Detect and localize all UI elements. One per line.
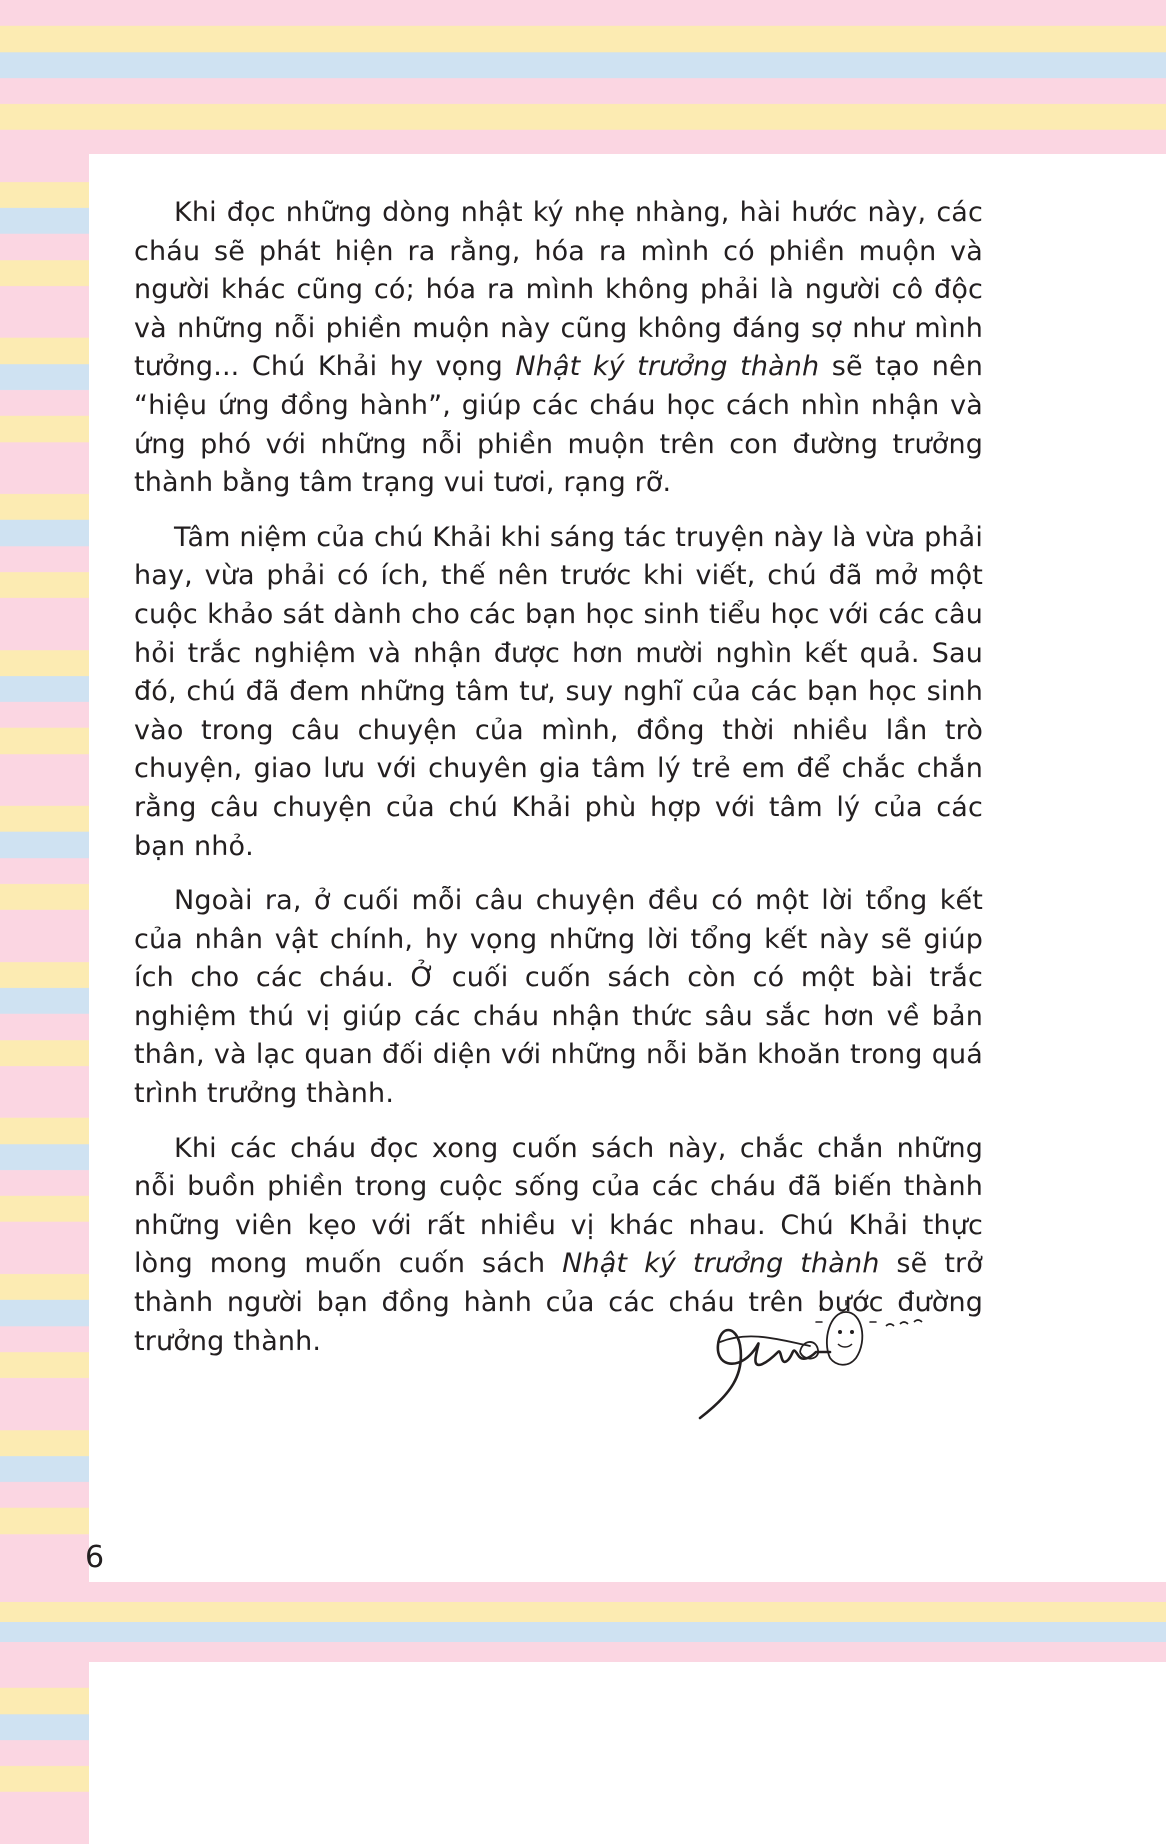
book-title: Nhật ký trưởng thành [515,351,820,383]
paragraph-4-text-b: sẽ trở thành người bạn đồng hành của các cháu trên bước đường trưởng thành. [134,1248,983,1357]
signature [690,1300,990,1430]
paragraph-2: Tâm niệm của chú Khải khi sáng tác truyện này là vừa phải hay, vừa phải có ích, thế nên trước khi viết, chú đã mở một cuộc khảo sát dành cho các bạn học sinh tiểu học với các câu hỏi trắc nghiệm và nhận được hơn mười nghìn kết quả. Sau đó, chú đã đem những tâm tư, suy nghĩ của các bạn học sinh vào trong câu chuyện của mình, đồng thời nhiều lần trò chuyện, giao lưu với chuyên gia tâm lý trẻ em để chắc chắn rằng câu chuyện của chú Khải phù hợp với tâm lý của các bạn nhỏ. [134,521,983,862]
body-text [134,194,983,1377]
paragraph-1-text-a: Khi đọc những dòng nhật ký nhẹ nhàng, hài hước này, các cháu sẽ phát hiện ra rằng, hóa ra mình có phiền muộn và người khác cũng có; hóa ra mình không phải là người cô độc và những nỗi phiền muộn này cũng không đáng sợ như mình tưởng... Chú Khải hy vọng [134,197,983,383]
paragraph-1-text-b: sẽ tạo nên “hiệu ứng đồng hành”, giúp các cháu học cách nhìn nhận và ứng phó với những nỗi phiền muộn trên con đường trưởng thành bằng tâm trạng vui tươi, rạng rỡ. [134,351,983,499]
paragraph-3: Ngoài ra, ở cuối mỗi câu chuyện đều có một lời tổng kết của nhân vật chính, hy vọng những lời tổng kết này sẽ giúp ích cho các cháu. Ở cuối cuốn sách còn có một bài trắc nghiệm thú vị giúp các cháu nhận thức sâu sắc hơn về bản thân, và lạc quan đối diện với những nỗi băn khoăn trong quá trình trưởng thành. [134,885,983,1110]
paragraph-4-text-a: Khi các cháu đọc xong cuốn sách này, chắc chắn những nỗi buồn phiền trong cuộc sống của các cháu đã biến thành những viên kẹo với rất nhiều vị khác nhau. Chú Khải thực lòng mong muốn cuốn sách [134,1132,983,1280]
footer-stripes [0,1582,1166,1662]
page-number: 6 [85,1540,105,1575]
paragraph-1 [134,194,983,503]
book-title: Nhật ký trưởng thành [562,1248,880,1280]
